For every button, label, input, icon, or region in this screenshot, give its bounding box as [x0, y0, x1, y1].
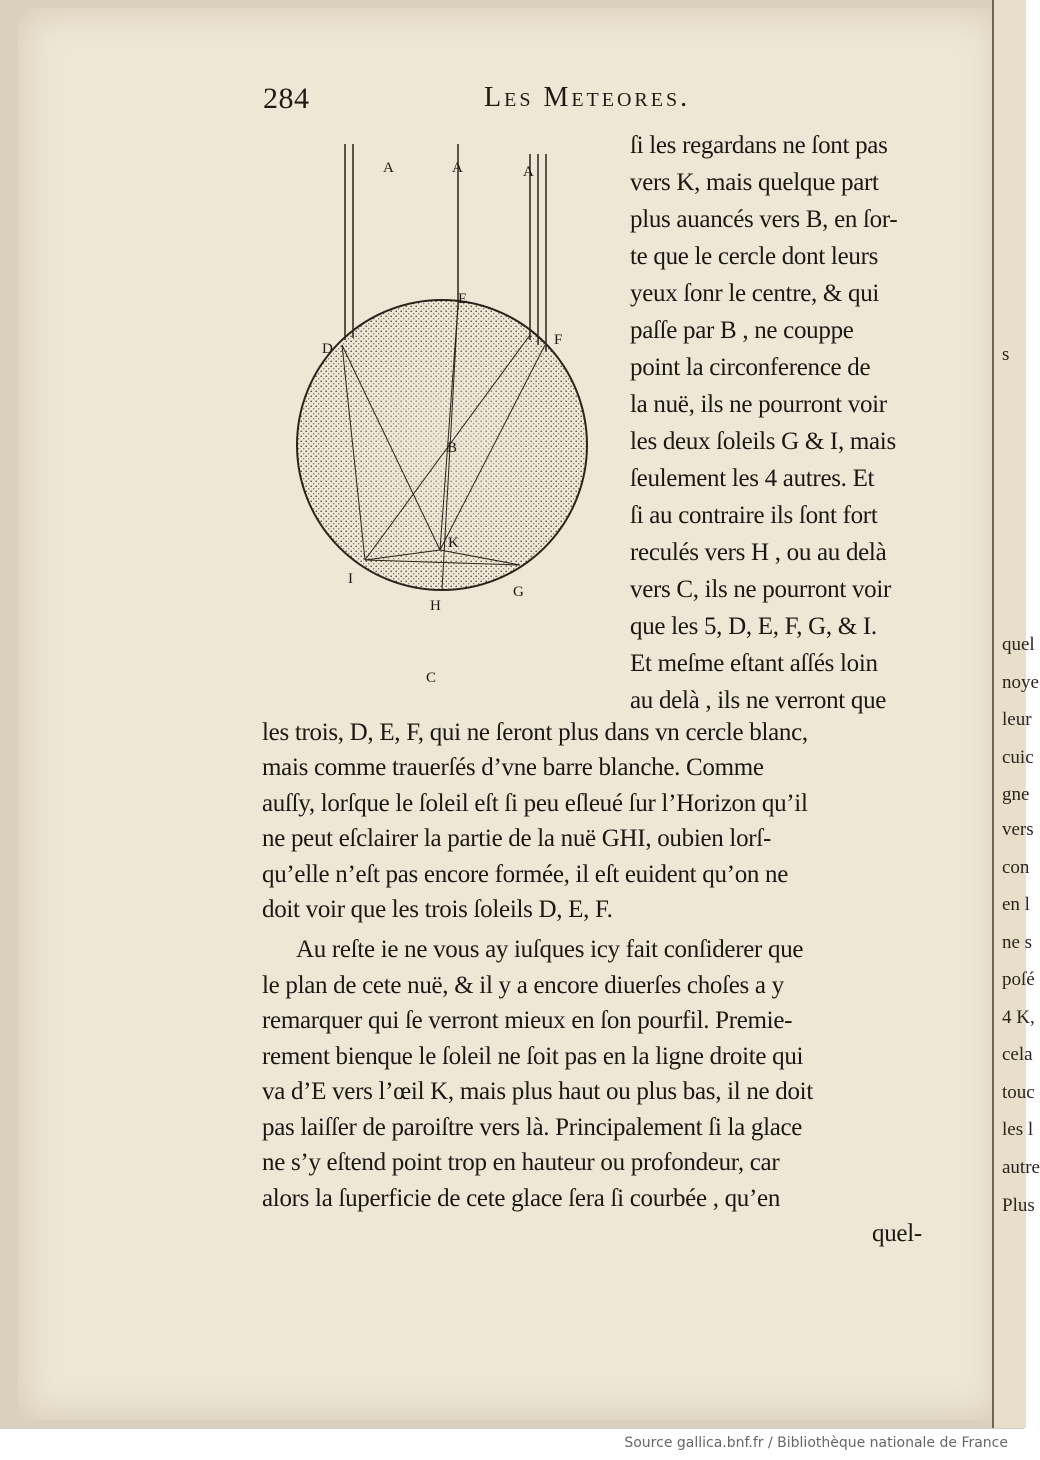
- column-line: vers K, mais quelque part: [630, 169, 879, 196]
- body-line: auſſy, lorſque le ſoleil eſt ſi peu eſleué ſur l’Horizon qu’il: [262, 790, 808, 817]
- label-g: G: [513, 584, 524, 600]
- label-e: E: [458, 291, 468, 307]
- neighbor-fragment: ne s: [1002, 932, 1033, 953]
- label-a3: A: [523, 164, 534, 180]
- column-line: que les 5, D, E, F, G, & I.: [630, 613, 877, 640]
- neighbor-fragment: s: [1002, 344, 1010, 365]
- body-line: ne peut eſclairer la partie de la nuë GHI, oubien lorſ-: [262, 825, 771, 852]
- column-line: reculés vers H , ou au delà: [630, 539, 887, 566]
- neighbor-fragment: Plus: [1002, 1195, 1035, 1216]
- neighbor-fragment: noye: [1002, 672, 1039, 693]
- halo-diagram: [280, 140, 600, 700]
- neighbor-fragment: touc: [1002, 1082, 1035, 1103]
- column-line: ſeulement les 4 autres. Et: [630, 465, 875, 492]
- column-line: yeux ſonr le centre, & qui: [630, 280, 880, 307]
- label-i: I: [348, 571, 353, 587]
- neighbor-fragment: leur: [1002, 709, 1032, 730]
- column-line: vers C, ils ne pourront voir: [630, 576, 892, 603]
- neighbor-fragment: cela: [1002, 1044, 1033, 1065]
- neighbor-fragment: con: [1002, 857, 1030, 878]
- adjacent-page-edge: [992, 0, 1040, 1428]
- label-f: F: [554, 332, 563, 348]
- neighbor-fragment: les l: [1002, 1119, 1034, 1140]
- neighbor-fragment: vers: [1002, 819, 1034, 840]
- neighbor-fragment: en l: [1002, 894, 1030, 915]
- neighbor-fragment: poſé: [1002, 969, 1035, 990]
- neighbor-fragment: gne: [1002, 784, 1030, 805]
- body-line: les trois, D, E, F, qui ne ſeront plus dans vn cercle blanc,: [262, 719, 808, 746]
- label-a1: A: [383, 160, 394, 176]
- running-title: Les Meteores.: [484, 82, 691, 113]
- column-line: ſi au contraire ils ſont fort: [630, 502, 878, 529]
- body-line: pas laiſſer de paroiſtre vers là. Principalement ſi la glace: [262, 1114, 803, 1141]
- body-line: va d’E vers l’œil K, mais plus haut ou plus bas, il ne doit: [262, 1078, 813, 1105]
- footer-bar: [0, 1428, 1024, 1460]
- page-number: 284: [263, 82, 310, 115]
- body-line: alors la ſuperficie de cete glace ſera ſi courbée , qu’en: [262, 1185, 781, 1212]
- label-k: K: [448, 535, 459, 551]
- catchword: quel-: [872, 1220, 922, 1247]
- body-line: remarquer qui ſe verront mieux en ſon pourfil. Premie-: [262, 1007, 793, 1034]
- column-line: paſſe par B , ne couppe: [630, 317, 854, 344]
- source-credit: Source gallica.bnf.fr / Bibliothèque nationale de France: [624, 1435, 1008, 1451]
- body-line: doit voir que les trois ſoleils D, E, F.: [262, 896, 613, 923]
- label-d: D: [322, 341, 333, 357]
- neighbor-fragment: cuic: [1002, 747, 1034, 768]
- body-line: ne s’y eſtend point trop en hauteur ou profondeur, car: [262, 1149, 780, 1176]
- column-line: te que le cercle dont leurs: [630, 243, 879, 270]
- column-line: la nuë, ils ne pourront voir: [630, 391, 887, 418]
- neighbor-fragment: 4 K,: [1002, 1007, 1035, 1028]
- column-line: au delà , ils ne verront que: [630, 687, 887, 714]
- label-h: H: [430, 598, 441, 614]
- column-line: point la circonference de: [630, 354, 871, 381]
- body-line: qu’elle n’eſt pas encore formée, il eſt euident qu’on ne: [262, 861, 789, 888]
- body-line: rement bienque le ſoleil ne ſoit pas en la ligne droite qui: [262, 1043, 804, 1070]
- label-c: C: [426, 670, 437, 686]
- label-a2: A: [452, 160, 463, 176]
- column-line: Et meſme eſtant aſſés loin: [630, 650, 878, 677]
- column-line: les deux ſoleils G & I, mais: [630, 428, 896, 455]
- column-line: plus auancés vers B, en ſor-: [630, 206, 898, 233]
- column-line: ſi les regardans ne ſont pas: [630, 132, 888, 159]
- body-line: Au reſte ie ne vous ay iuſques icy fait conſiderer que: [296, 936, 804, 963]
- neighbor-fragment: autre: [1002, 1157, 1040, 1178]
- label-b: B: [447, 440, 458, 456]
- body-line: le plan de cete nuë, & il y a encore diuerſes choſes a y: [262, 972, 784, 999]
- body-line: mais comme trauerſés d’vne barre blanche. Comme: [262, 754, 764, 781]
- neighbor-fragment: quel: [1002, 634, 1035, 655]
